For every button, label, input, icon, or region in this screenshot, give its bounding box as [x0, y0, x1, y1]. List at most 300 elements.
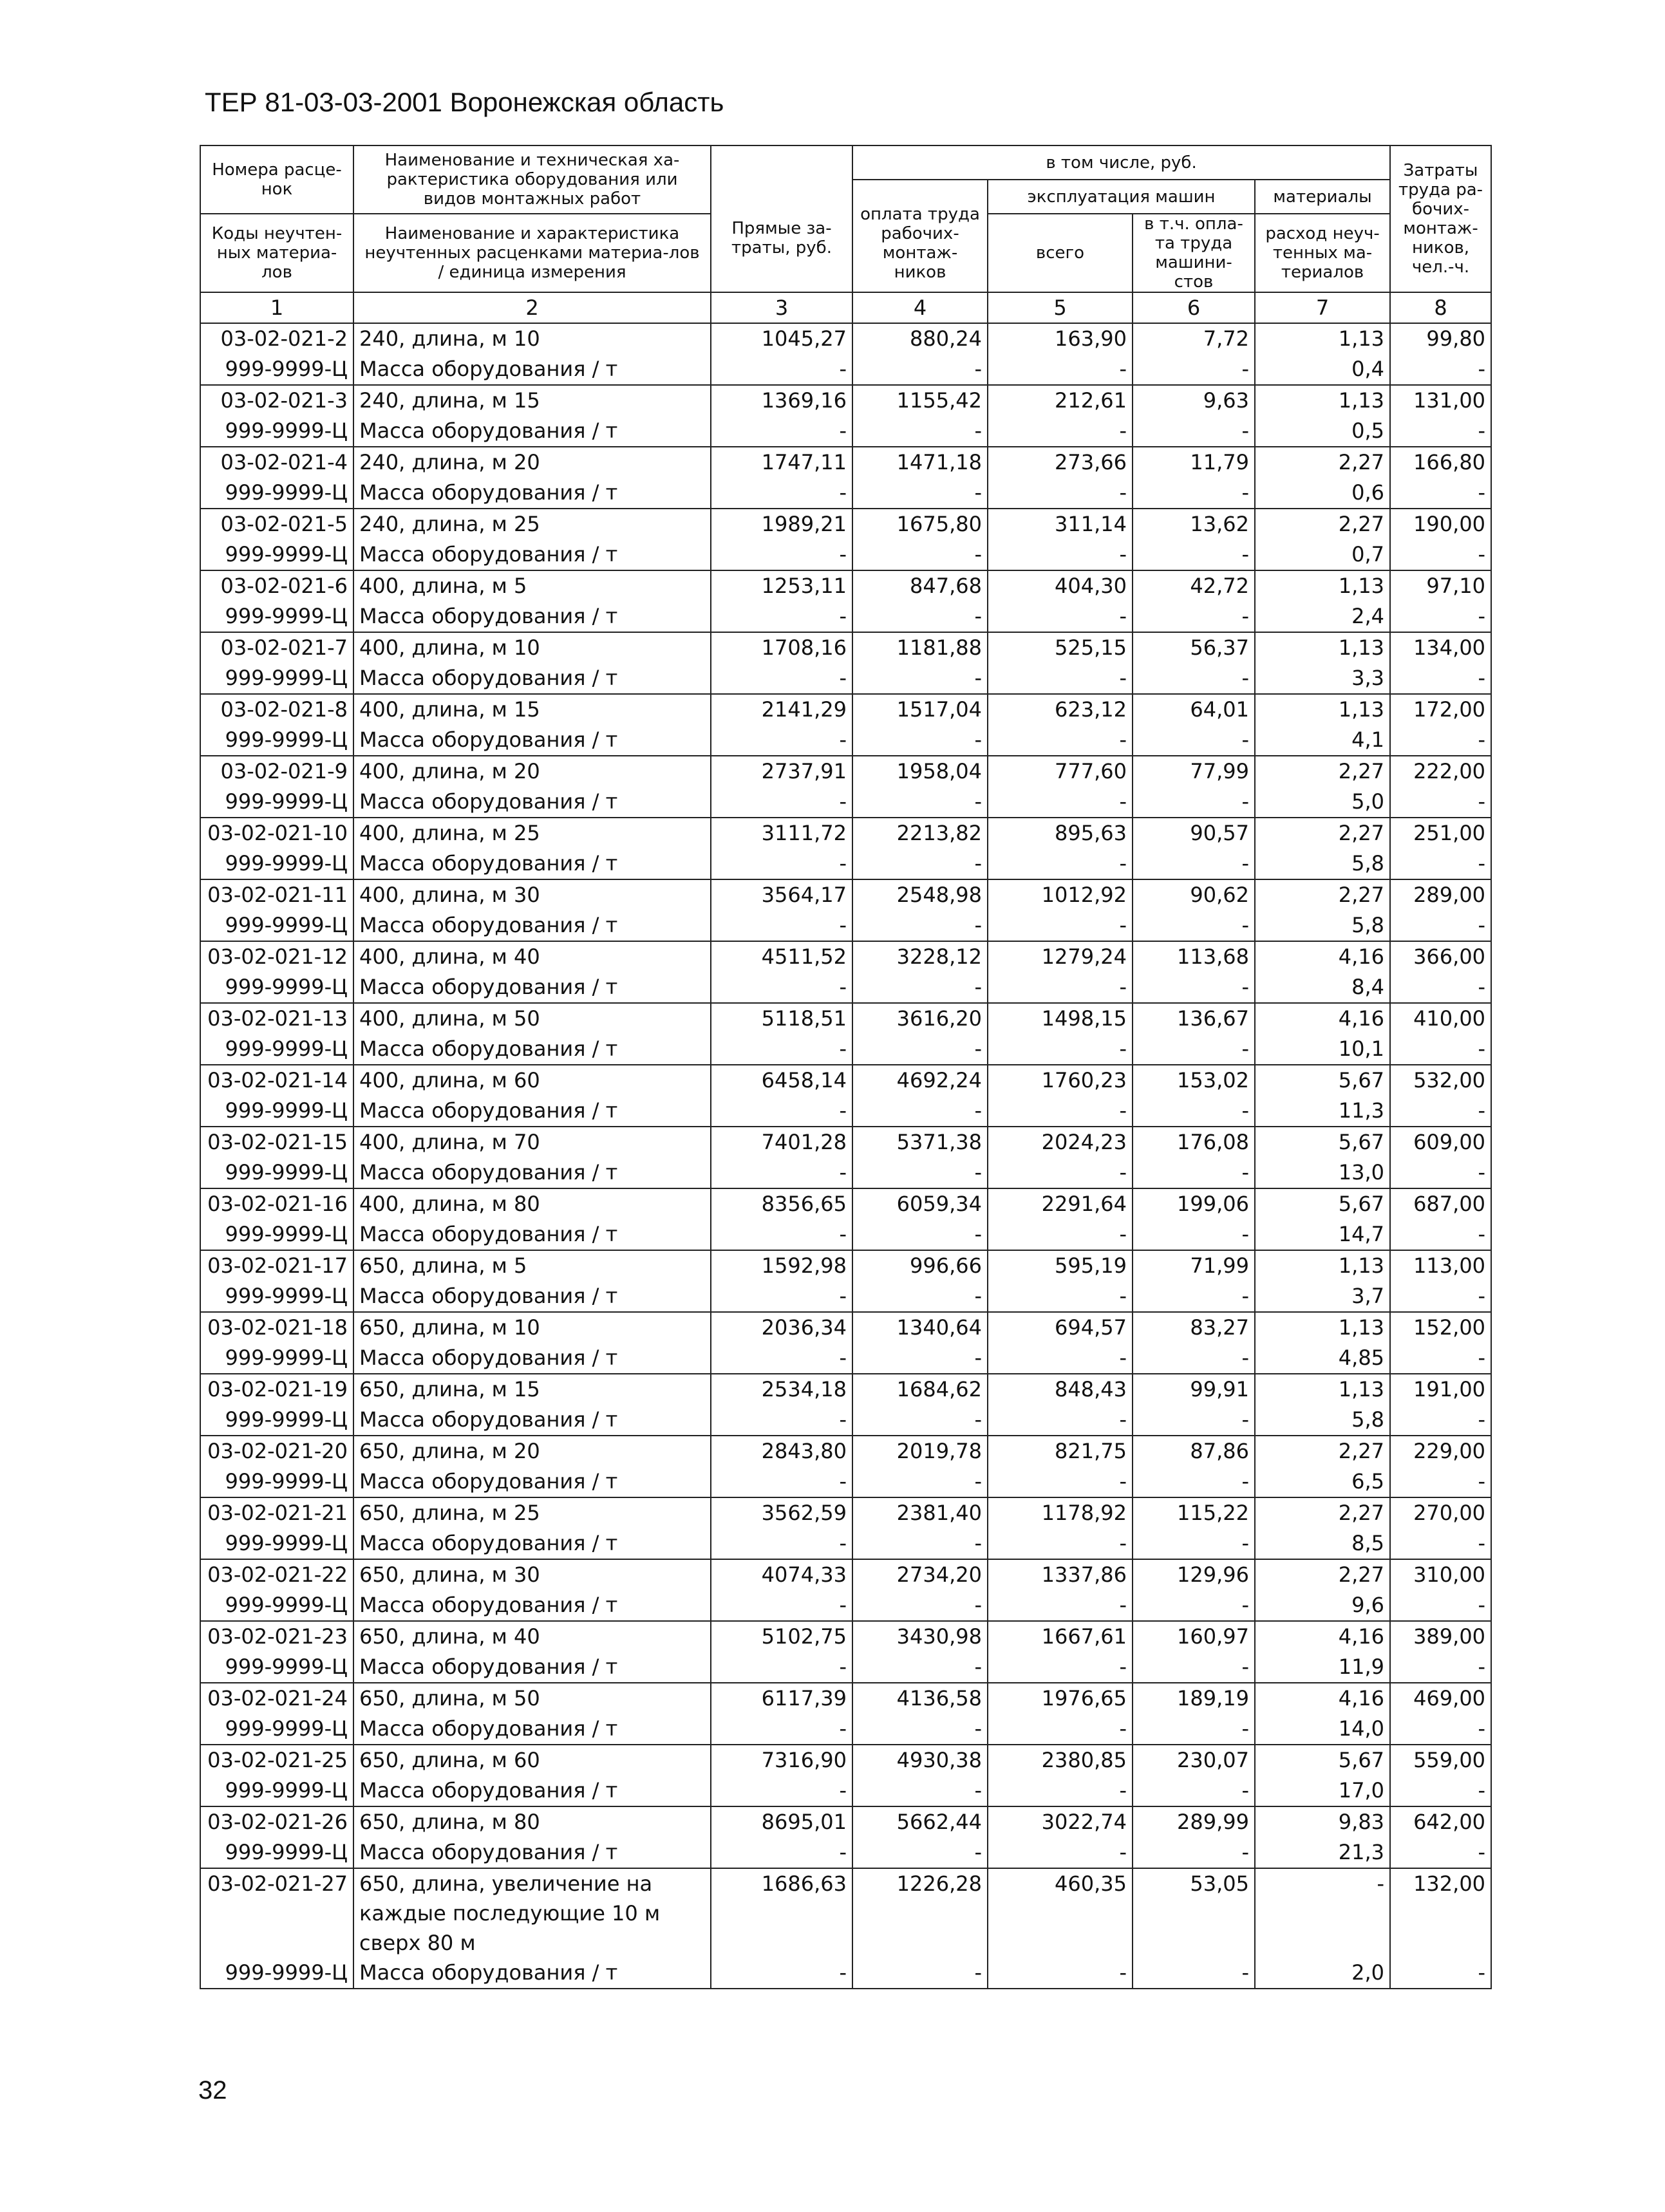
machine-total-cell: 3022,74: [988, 1806, 1133, 1837]
rate-code-cell: 03-02-021-25: [200, 1745, 353, 1776]
machinist-pay-cell: 71,99: [1133, 1250, 1255, 1281]
worker-pay-cell: 3616,20: [852, 1003, 988, 1034]
machine-total-cell: 460,35: [988, 1868, 1133, 1958]
material-rate-code-cell: 999-9999-Ц: [200, 1528, 353, 1559]
material-row: [200, 416, 1491, 447]
material-machine-total-cell: -: [988, 354, 1133, 385]
material-labor-cost-cell: -: [1390, 1281, 1491, 1312]
direct-costs-cell: 8356,65: [711, 1188, 852, 1219]
rate-code-cell: 03-02-021-24: [200, 1683, 353, 1714]
direct-costs-cell: 3562,59: [711, 1497, 852, 1528]
material-rate-code-cell: 999-9999-Ц: [200, 354, 353, 385]
material-row: [200, 1405, 1491, 1436]
rates-table: [200, 145, 1492, 1989]
header-materials: материалы: [1255, 180, 1390, 214]
labor-cost-cell: 222,00: [1390, 756, 1491, 787]
worker-pay-cell: 2213,82: [852, 818, 988, 848]
materials-usage-cell: 5,67: [1255, 1188, 1390, 1219]
rate-row: [200, 1312, 1491, 1343]
header-material-codes: Коды неучтен-ных материа-лов: [200, 214, 353, 292]
material-row: [200, 972, 1491, 1003]
machinist-pay-cell: 153,02: [1133, 1065, 1255, 1096]
material-direct-costs-cell: -: [711, 1158, 852, 1188]
material-direct-costs-cell: -: [711, 1405, 852, 1436]
machine-total-cell: 163,90: [988, 323, 1133, 354]
machine-total-cell: 895,63: [988, 818, 1133, 848]
direct-costs-cell: 4511,52: [711, 941, 852, 972]
machine-total-cell: 273,66: [988, 447, 1133, 478]
machinist-pay-cell: 113,68: [1133, 941, 1255, 972]
work-name-cell: 400, длина, м 20: [353, 756, 711, 787]
machinist-pay-cell: 115,22: [1133, 1497, 1255, 1528]
material-rate-code-cell: 999-9999-Ц: [200, 1281, 353, 1312]
material-machinist-pay-cell: -: [1133, 848, 1255, 879]
header-machine-total: всего: [988, 214, 1133, 292]
materials-usage-cell: 5,67: [1255, 1745, 1390, 1776]
labor-cost-cell: 172,00: [1390, 694, 1491, 725]
direct-costs-cell: 1686,63: [711, 1868, 852, 1958]
material-machinist-pay-cell: -: [1133, 1590, 1255, 1621]
material-labor-cost-cell: -: [1390, 663, 1491, 694]
material-labor-cost-cell: -: [1390, 1219, 1491, 1250]
material-row: [200, 725, 1491, 756]
machine-total-cell: 623,12: [988, 694, 1133, 725]
direct-costs-cell: 2843,80: [711, 1436, 852, 1467]
worker-pay-cell: 1340,64: [852, 1312, 988, 1343]
work-name-cell: 240, длина, м 25: [353, 509, 711, 539]
material-direct-costs-cell: -: [711, 1034, 852, 1065]
material-direct-costs-cell: -: [711, 910, 852, 941]
machine-total-cell: 2291,64: [988, 1188, 1133, 1219]
direct-costs-cell: 1369,16: [711, 385, 852, 416]
material-direct-costs-cell: -: [711, 848, 852, 879]
work-name-cell: 650, длина, м 5: [353, 1250, 711, 1281]
rate-row: [200, 1065, 1491, 1096]
materials-usage-cell: 1,13: [1255, 632, 1390, 663]
direct-costs-cell: 5102,75: [711, 1621, 852, 1652]
material-machine-total-cell: -: [988, 1219, 1133, 1250]
worker-pay-cell: 1517,04: [852, 694, 988, 725]
materials-usage-cell: 4,16: [1255, 1003, 1390, 1034]
material-direct-costs-cell: -: [711, 1714, 852, 1745]
material-direct-costs-cell: -: [711, 663, 852, 694]
material-worker-pay-cell: -: [852, 848, 988, 879]
rate-row: [200, 385, 1491, 416]
material-materials-usage-cell: 14,0: [1255, 1714, 1390, 1745]
material-row: [200, 478, 1491, 509]
material-materials-usage-cell: 5,8: [1255, 1405, 1390, 1436]
worker-pay-cell: 2019,78: [852, 1436, 988, 1467]
material-row: [200, 539, 1491, 570]
machinist-pay-cell: 56,37: [1133, 632, 1255, 663]
material-materials-usage-cell: 5,0: [1255, 787, 1390, 818]
rate-row: [200, 1003, 1491, 1034]
labor-cost-cell: 97,10: [1390, 570, 1491, 601]
work-name-cell: 400, длина, м 40: [353, 941, 711, 972]
machinist-pay-cell: 11,79: [1133, 447, 1255, 478]
material-row: [200, 663, 1491, 694]
direct-costs-cell: 2036,34: [711, 1312, 852, 1343]
material-work-name-cell: Масса оборудования / т: [353, 1958, 711, 1989]
labor-cost-cell: 166,80: [1390, 447, 1491, 478]
material-materials-usage-cell: 8,4: [1255, 972, 1390, 1003]
worker-pay-cell: 1226,28: [852, 1868, 988, 1958]
material-rate-code-cell: 999-9999-Ц: [200, 1158, 353, 1188]
material-machinist-pay-cell: -: [1133, 539, 1255, 570]
material-worker-pay-cell: -: [852, 1219, 988, 1250]
labor-cost-cell: 609,00: [1390, 1127, 1491, 1158]
material-machinist-pay-cell: -: [1133, 1281, 1255, 1312]
material-row: [200, 601, 1491, 632]
rate-code-cell: 03-02-021-17: [200, 1250, 353, 1281]
rate-code-cell: 03-02-021-2: [200, 323, 353, 354]
material-worker-pay-cell: -: [852, 1034, 988, 1065]
material-machinist-pay-cell: -: [1133, 1219, 1255, 1250]
material-row: [200, 1467, 1491, 1497]
material-materials-usage-cell: 3,3: [1255, 663, 1390, 694]
worker-pay-cell: 6059,34: [852, 1188, 988, 1219]
material-worker-pay-cell: -: [852, 787, 988, 818]
material-rate-code-cell: 999-9999-Ц: [200, 787, 353, 818]
material-direct-costs-cell: -: [711, 1096, 852, 1127]
material-work-name-cell: Масса оборудования / т: [353, 1590, 711, 1621]
materials-usage-cell: 2,27: [1255, 509, 1390, 539]
col-number: 6: [1133, 292, 1255, 323]
material-worker-pay-cell: -: [852, 1281, 988, 1312]
header-rate-numbers: Номера расце-нок: [200, 145, 353, 214]
material-row: [200, 1837, 1491, 1868]
rate-row: [200, 756, 1491, 787]
material-machine-total-cell: -: [988, 1034, 1133, 1065]
worker-pay-cell: 3228,12: [852, 941, 988, 972]
rate-code-cell: 03-02-021-3: [200, 385, 353, 416]
material-worker-pay-cell: -: [852, 1590, 988, 1621]
rate-code-cell: 03-02-021-21: [200, 1497, 353, 1528]
direct-costs-cell: 1989,21: [711, 509, 852, 539]
material-machine-total-cell: -: [988, 1281, 1133, 1312]
machinist-pay-cell: 136,67: [1133, 1003, 1255, 1034]
material-direct-costs-cell: -: [711, 1590, 852, 1621]
material-machinist-pay-cell: -: [1133, 416, 1255, 447]
rate-code-cell: 03-02-021-20: [200, 1436, 353, 1467]
material-machine-total-cell: -: [988, 725, 1133, 756]
material-labor-cost-cell: -: [1390, 787, 1491, 818]
material-rate-code-cell: 999-9999-Ц: [200, 1776, 353, 1806]
material-machinist-pay-cell: -: [1133, 1405, 1255, 1436]
direct-costs-cell: 6458,14: [711, 1065, 852, 1096]
materials-usage-cell: 2,27: [1255, 756, 1390, 787]
work-name-cell: 400, длина, м 25: [353, 818, 711, 848]
material-materials-usage-cell: 0,7: [1255, 539, 1390, 570]
machine-total-cell: 311,14: [988, 509, 1133, 539]
col-number: 7: [1255, 292, 1390, 323]
direct-costs-cell: 8695,01: [711, 1806, 852, 1837]
material-row: [200, 1281, 1491, 1312]
material-labor-cost-cell: -: [1390, 1343, 1491, 1374]
labor-cost-cell: 229,00: [1390, 1436, 1491, 1467]
work-name-cell: 650, длина, м 80: [353, 1806, 711, 1837]
work-name-cell: 650, длина, м 10: [353, 1312, 711, 1343]
rate-row: [200, 1683, 1491, 1714]
machine-total-cell: 694,57: [988, 1312, 1133, 1343]
materials-usage-cell: 2,27: [1255, 1436, 1390, 1467]
material-work-name-cell: Масса оборудования / т: [353, 1652, 711, 1683]
labor-cost-cell: 152,00: [1390, 1312, 1491, 1343]
material-machine-total-cell: -: [988, 972, 1133, 1003]
material-materials-usage-cell: 5,8: [1255, 848, 1390, 879]
rate-code-cell: 03-02-021-16: [200, 1188, 353, 1219]
material-machinist-pay-cell: -: [1133, 787, 1255, 818]
material-worker-pay-cell: -: [852, 1528, 988, 1559]
rate-row: [200, 1250, 1491, 1281]
material-rate-code-cell: 999-9999-Ц: [200, 416, 353, 447]
machine-total-cell: 1279,24: [988, 941, 1133, 972]
material-materials-usage-cell: 0,5: [1255, 416, 1390, 447]
machinist-pay-cell: 90,62: [1133, 879, 1255, 910]
work-name-cell: 400, длина, м 15: [353, 694, 711, 725]
labor-cost-cell: 131,00: [1390, 385, 1491, 416]
machinist-pay-cell: 87,86: [1133, 1436, 1255, 1467]
rate-row: [200, 1559, 1491, 1590]
labor-cost-cell: 270,00: [1390, 1497, 1491, 1528]
machinist-pay-cell: 189,19: [1133, 1683, 1255, 1714]
material-worker-pay-cell: -: [852, 1405, 988, 1436]
machinist-pay-cell: 53,05: [1133, 1868, 1255, 1958]
header-direct-costs: Прямые за-траты, руб.: [711, 145, 852, 292]
work-name-cell: 400, длина, м 5: [353, 570, 711, 601]
material-work-name-cell: Масса оборудования / т: [353, 1158, 711, 1188]
material-materials-usage-cell: 13,0: [1255, 1158, 1390, 1188]
material-labor-cost-cell: -: [1390, 1528, 1491, 1559]
material-rate-code-cell: 999-9999-Ц: [200, 1590, 353, 1621]
material-labor-cost-cell: -: [1390, 1958, 1491, 1989]
material-direct-costs-cell: -: [711, 725, 852, 756]
direct-costs-cell: 1747,11: [711, 447, 852, 478]
material-direct-costs-cell: -: [711, 1528, 852, 1559]
labor-cost-cell: 251,00: [1390, 818, 1491, 848]
materials-usage-cell: 2,27: [1255, 1497, 1390, 1528]
material-materials-usage-cell: 4,1: [1255, 725, 1390, 756]
document-title: ТЕР 81-03-03-2001 Воронежская область: [205, 87, 724, 117]
material-work-name-cell: Масса оборудования / т: [353, 663, 711, 694]
material-work-name-cell: Масса оборудования / т: [353, 416, 711, 447]
header-unacc-materials: расход неуч-тенных ма-териалов: [1255, 214, 1390, 292]
materials-usage-cell: 1,13: [1255, 1250, 1390, 1281]
direct-costs-cell: 2141,29: [711, 694, 852, 725]
work-name-cell: 400, длина, м 30: [353, 879, 711, 910]
labor-cost-cell: 559,00: [1390, 1745, 1491, 1776]
machinist-pay-cell: 230,07: [1133, 1745, 1255, 1776]
header-labor: Затраты труда ра-бочих-монтаж-ников, чел.-ч.: [1390, 145, 1491, 292]
direct-costs-cell: 3111,72: [711, 818, 852, 848]
material-materials-usage-cell: 5,8: [1255, 910, 1390, 941]
worker-pay-cell: 2548,98: [852, 879, 988, 910]
work-name-cell: 400, длина, м 10: [353, 632, 711, 663]
worker-pay-cell: 1958,04: [852, 756, 988, 787]
material-work-name-cell: Масса оборудования / т: [353, 1219, 711, 1250]
machinist-pay-cell: 129,96: [1133, 1559, 1255, 1590]
material-worker-pay-cell: -: [852, 354, 988, 385]
machinist-pay-cell: 13,62: [1133, 509, 1255, 539]
work-name-cell: 240, длина, м 10: [353, 323, 711, 354]
materials-usage-cell: 2,27: [1255, 447, 1390, 478]
material-rate-code-cell: 999-9999-Ц: [200, 1405, 353, 1436]
material-labor-cost-cell: -: [1390, 416, 1491, 447]
material-machinist-pay-cell: -: [1133, 1343, 1255, 1374]
material-machine-total-cell: -: [988, 478, 1133, 509]
material-materials-usage-cell: 0,4: [1255, 354, 1390, 385]
material-labor-cost-cell: -: [1390, 539, 1491, 570]
material-row: [200, 848, 1491, 879]
direct-costs-cell: 6117,39: [711, 1683, 852, 1714]
machinist-pay-cell: 90,57: [1133, 818, 1255, 848]
header-machinist-pay: в т.ч. опла-та труда машини-стов: [1133, 214, 1255, 292]
header-including: в том числе, руб.: [852, 145, 1390, 180]
worker-pay-cell: 5371,38: [852, 1127, 988, 1158]
worker-pay-cell: 880,24: [852, 323, 988, 354]
direct-costs-cell: 1045,27: [711, 323, 852, 354]
col-number: 1: [200, 292, 353, 323]
rate-row: [200, 694, 1491, 725]
material-rate-code-cell: 999-9999-Ц: [200, 1096, 353, 1127]
material-work-name-cell: Масса оборудования / т: [353, 1281, 711, 1312]
materials-usage-cell: -: [1255, 1868, 1390, 1958]
machine-total-cell: 404,30: [988, 570, 1133, 601]
material-machinist-pay-cell: -: [1133, 725, 1255, 756]
material-work-name-cell: Масса оборудования / т: [353, 848, 711, 879]
material-labor-cost-cell: -: [1390, 1158, 1491, 1188]
material-labor-cost-cell: -: [1390, 1652, 1491, 1683]
worker-pay-cell: 1155,42: [852, 385, 988, 416]
rate-code-cell: 03-02-021-4: [200, 447, 353, 478]
material-labor-cost-cell: -: [1390, 1714, 1491, 1745]
material-work-name-cell: Масса оборудования / т: [353, 1467, 711, 1497]
machine-total-cell: 848,43: [988, 1374, 1133, 1405]
rate-row: [200, 1868, 1491, 1958]
materials-usage-cell: 1,13: [1255, 385, 1390, 416]
material-work-name-cell: Масса оборудования / т: [353, 910, 711, 941]
material-work-name-cell: Масса оборудования / т: [353, 1714, 711, 1745]
labor-cost-cell: 191,00: [1390, 1374, 1491, 1405]
material-rate-code-cell: 999-9999-Ц: [200, 539, 353, 570]
direct-costs-cell: 2737,91: [711, 756, 852, 787]
labor-cost-cell: 366,00: [1390, 941, 1491, 972]
direct-costs-cell: 7401,28: [711, 1127, 852, 1158]
material-rate-code-cell: 999-9999-Ц: [200, 478, 353, 509]
work-name-cell: 400, длина, м 70: [353, 1127, 711, 1158]
materials-usage-cell: 1,13: [1255, 1374, 1390, 1405]
machine-total-cell: 1976,65: [988, 1683, 1133, 1714]
work-name-cell: 240, длина, м 15: [353, 385, 711, 416]
rate-row: [200, 1806, 1491, 1837]
material-work-name-cell: Масса оборудования / т: [353, 601, 711, 632]
material-row: [200, 1343, 1491, 1374]
material-worker-pay-cell: -: [852, 663, 988, 694]
material-materials-usage-cell: 8,5: [1255, 1528, 1390, 1559]
material-row: [200, 910, 1491, 941]
material-labor-cost-cell: -: [1390, 1776, 1491, 1806]
material-work-name-cell: Масса оборудования / т: [353, 972, 711, 1003]
machine-total-cell: 2380,85: [988, 1745, 1133, 1776]
material-work-name-cell: Масса оборудования / т: [353, 1405, 711, 1436]
rate-code-cell: 03-02-021-6: [200, 570, 353, 601]
machine-total-cell: 777,60: [988, 756, 1133, 787]
material-machine-total-cell: -: [988, 1528, 1133, 1559]
machinist-pay-cell: 77,99: [1133, 756, 1255, 787]
worker-pay-cell: 4930,38: [852, 1745, 988, 1776]
rate-row: [200, 509, 1491, 539]
material-work-name-cell: Масса оборудования / т: [353, 539, 711, 570]
material-rate-code-cell: 999-9999-Ц: [200, 1034, 353, 1065]
rate-row: [200, 1188, 1491, 1219]
rate-code-cell: 03-02-021-18: [200, 1312, 353, 1343]
material-labor-cost-cell: -: [1390, 354, 1491, 385]
col-number: 2: [353, 292, 711, 323]
labor-cost-cell: 132,00: [1390, 1868, 1491, 1958]
labor-cost-cell: 113,00: [1390, 1250, 1491, 1281]
material-work-name-cell: Масса оборудования / т: [353, 1343, 711, 1374]
material-row: [200, 1590, 1491, 1621]
worker-pay-cell: 1181,88: [852, 632, 988, 663]
material-machinist-pay-cell: -: [1133, 1096, 1255, 1127]
material-row: [200, 1528, 1491, 1559]
machinist-pay-cell: 160,97: [1133, 1621, 1255, 1652]
material-machinist-pay-cell: -: [1133, 1776, 1255, 1806]
col-number: 8: [1390, 292, 1491, 323]
direct-costs-cell: 3564,17: [711, 879, 852, 910]
material-direct-costs-cell: -: [711, 1837, 852, 1868]
direct-costs-cell: 4074,33: [711, 1559, 852, 1590]
rate-code-cell: 03-02-021-13: [200, 1003, 353, 1034]
material-machine-total-cell: -: [988, 1096, 1133, 1127]
rate-row: [200, 941, 1491, 972]
material-materials-usage-cell: 2,0: [1255, 1958, 1390, 1989]
direct-costs-cell: 1253,11: [711, 570, 852, 601]
material-rate-code-cell: 999-9999-Ц: [200, 1652, 353, 1683]
material-materials-usage-cell: 10,1: [1255, 1034, 1390, 1065]
machine-total-cell: 1012,92: [988, 879, 1133, 910]
material-labor-cost-cell: -: [1390, 1467, 1491, 1497]
material-machinist-pay-cell: -: [1133, 663, 1255, 694]
material-materials-usage-cell: 6,5: [1255, 1467, 1390, 1497]
material-worker-pay-cell: -: [852, 1958, 988, 1989]
material-rate-code-cell: 999-9999-Ц: [200, 1219, 353, 1250]
material-machine-total-cell: -: [988, 848, 1133, 879]
material-labor-cost-cell: -: [1390, 848, 1491, 879]
material-machine-total-cell: -: [988, 416, 1133, 447]
material-machinist-pay-cell: -: [1133, 478, 1255, 509]
machinist-pay-cell: 176,08: [1133, 1127, 1255, 1158]
material-row: [200, 1158, 1491, 1188]
rate-code-cell: 03-02-021-23: [200, 1621, 353, 1652]
material-worker-pay-cell: -: [852, 1837, 988, 1868]
material-machine-total-cell: -: [988, 1158, 1133, 1188]
material-rate-code-cell: 999-9999-Ц: [200, 1343, 353, 1374]
header-name-materials: Наименование и характеристика неучтенных расценками материа-лов / единица измерения: [353, 214, 711, 292]
material-direct-costs-cell: -: [711, 1958, 852, 1989]
material-rate-code-cell: 999-9999-Ц: [200, 1958, 353, 1989]
materials-usage-cell: 1,13: [1255, 694, 1390, 725]
material-rate-code-cell: 999-9999-Ц: [200, 1837, 353, 1868]
material-direct-costs-cell: -: [711, 1343, 852, 1374]
worker-pay-cell: 996,66: [852, 1250, 988, 1281]
machinist-pay-cell: 64,01: [1133, 694, 1255, 725]
direct-costs-cell: 1708,16: [711, 632, 852, 663]
labor-cost-cell: 310,00: [1390, 1559, 1491, 1590]
material-rate-code-cell: 999-9999-Ц: [200, 601, 353, 632]
worker-pay-cell: 4692,24: [852, 1065, 988, 1096]
material-work-name-cell: Масса оборудования / т: [353, 725, 711, 756]
